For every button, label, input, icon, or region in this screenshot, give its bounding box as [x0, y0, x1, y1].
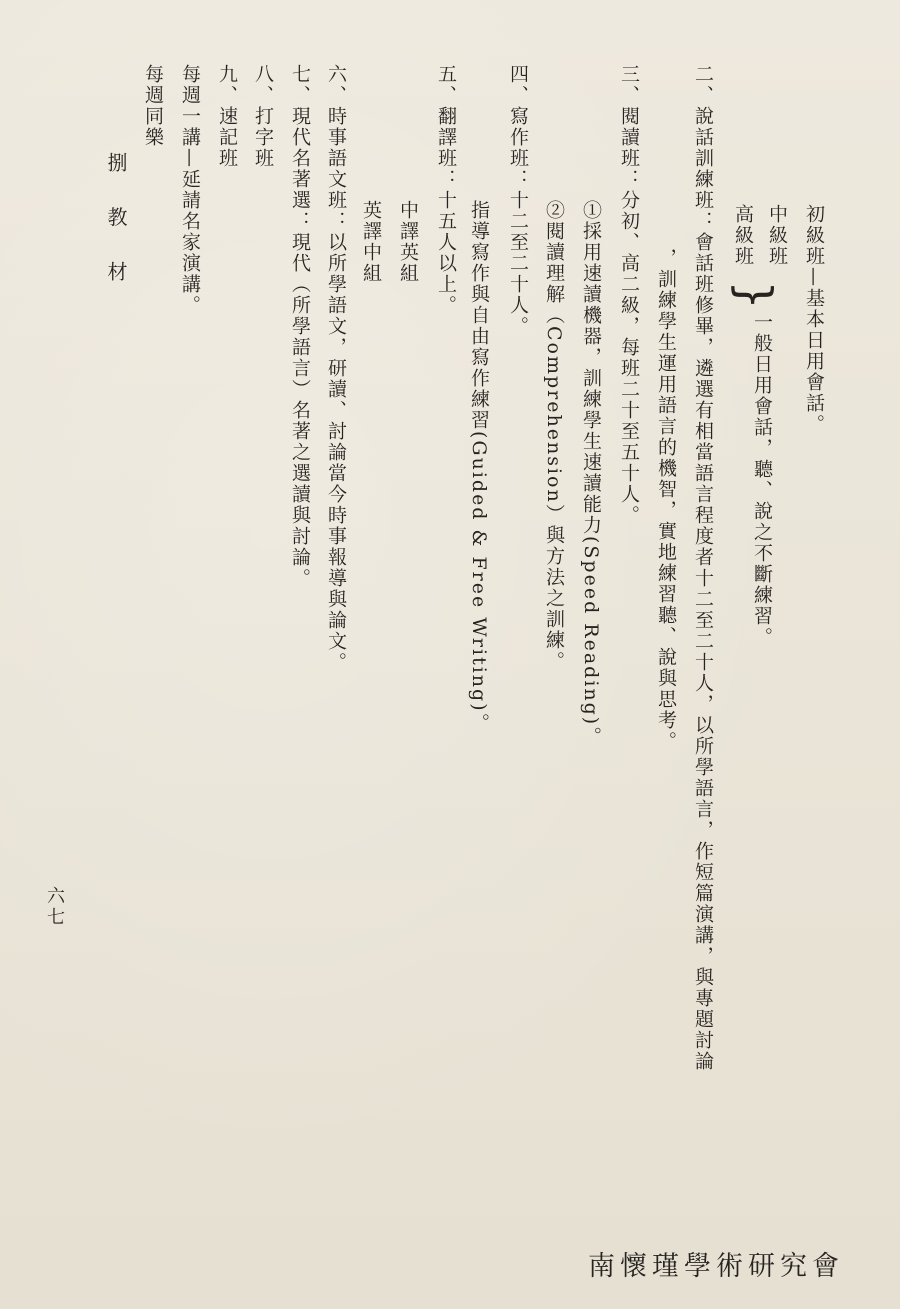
- section-7-text: 七、現代名著選：現代（所學語言）名著之選讀與討論。: [289, 64, 311, 589]
- section-2-continuation: ，訓練學生運用語言的機智，實地練習聽、說與思考。: [655, 248, 677, 752]
- level-mid-high-description: 一般日用會話，聽、說之不斷練習。: [751, 312, 773, 648]
- weekly-recreation: 每週同樂: [142, 64, 164, 148]
- section-8-text: 八、打字班: [252, 64, 274, 169]
- section-6-text: 六、時事語文班：以所學語文，研讀、討論當今時事報導與論文。: [325, 64, 347, 673]
- level-high: 高級班: [732, 204, 754, 267]
- section-2-heading: 二、說話訓練班：會話班修畢，遴選有相當語言程度者十二至二十人，以所學語言，作短篇演講，與專題討論: [692, 64, 714, 1072]
- section-3-heading: 三、閱讀班：分初、高二級，每班二十至五十人。: [618, 64, 640, 526]
- section-3-item-2: ②閱讀理解（Comprehension）與方法之訓練。: [543, 200, 565, 672]
- page-number: 六七: [44, 886, 65, 928]
- section-3-item-1: ①採用速讀機器，訓練學生速讀能力(Speed Reading)。: [580, 200, 602, 748]
- brace-icon: }: [727, 280, 782, 310]
- weekly-lecture: 每週一講—延請名家演講。: [179, 64, 201, 316]
- publisher-footer: 南懷瑾學術研究會: [588, 1251, 844, 1282]
- section-5-group-2: 英譯中組: [360, 200, 382, 284]
- section-5-heading: 五、翻譯班：十五人以上。: [435, 64, 457, 316]
- section-4-continuation: 指導寫作與自由寫作練習(Guided & Free Writing)。: [468, 200, 490, 734]
- level-basic: 初級班—基本日用會話。: [803, 204, 825, 435]
- section-4-heading: 四、寫作班：十二至二十人。: [507, 64, 529, 337]
- section-5-group-1: 中譯英組: [397, 200, 419, 284]
- level-mid: 中級班: [766, 204, 788, 267]
- section-9-text: 九、速記班: [216, 64, 238, 169]
- materials-heading: 捌 教 材: [104, 152, 128, 295]
